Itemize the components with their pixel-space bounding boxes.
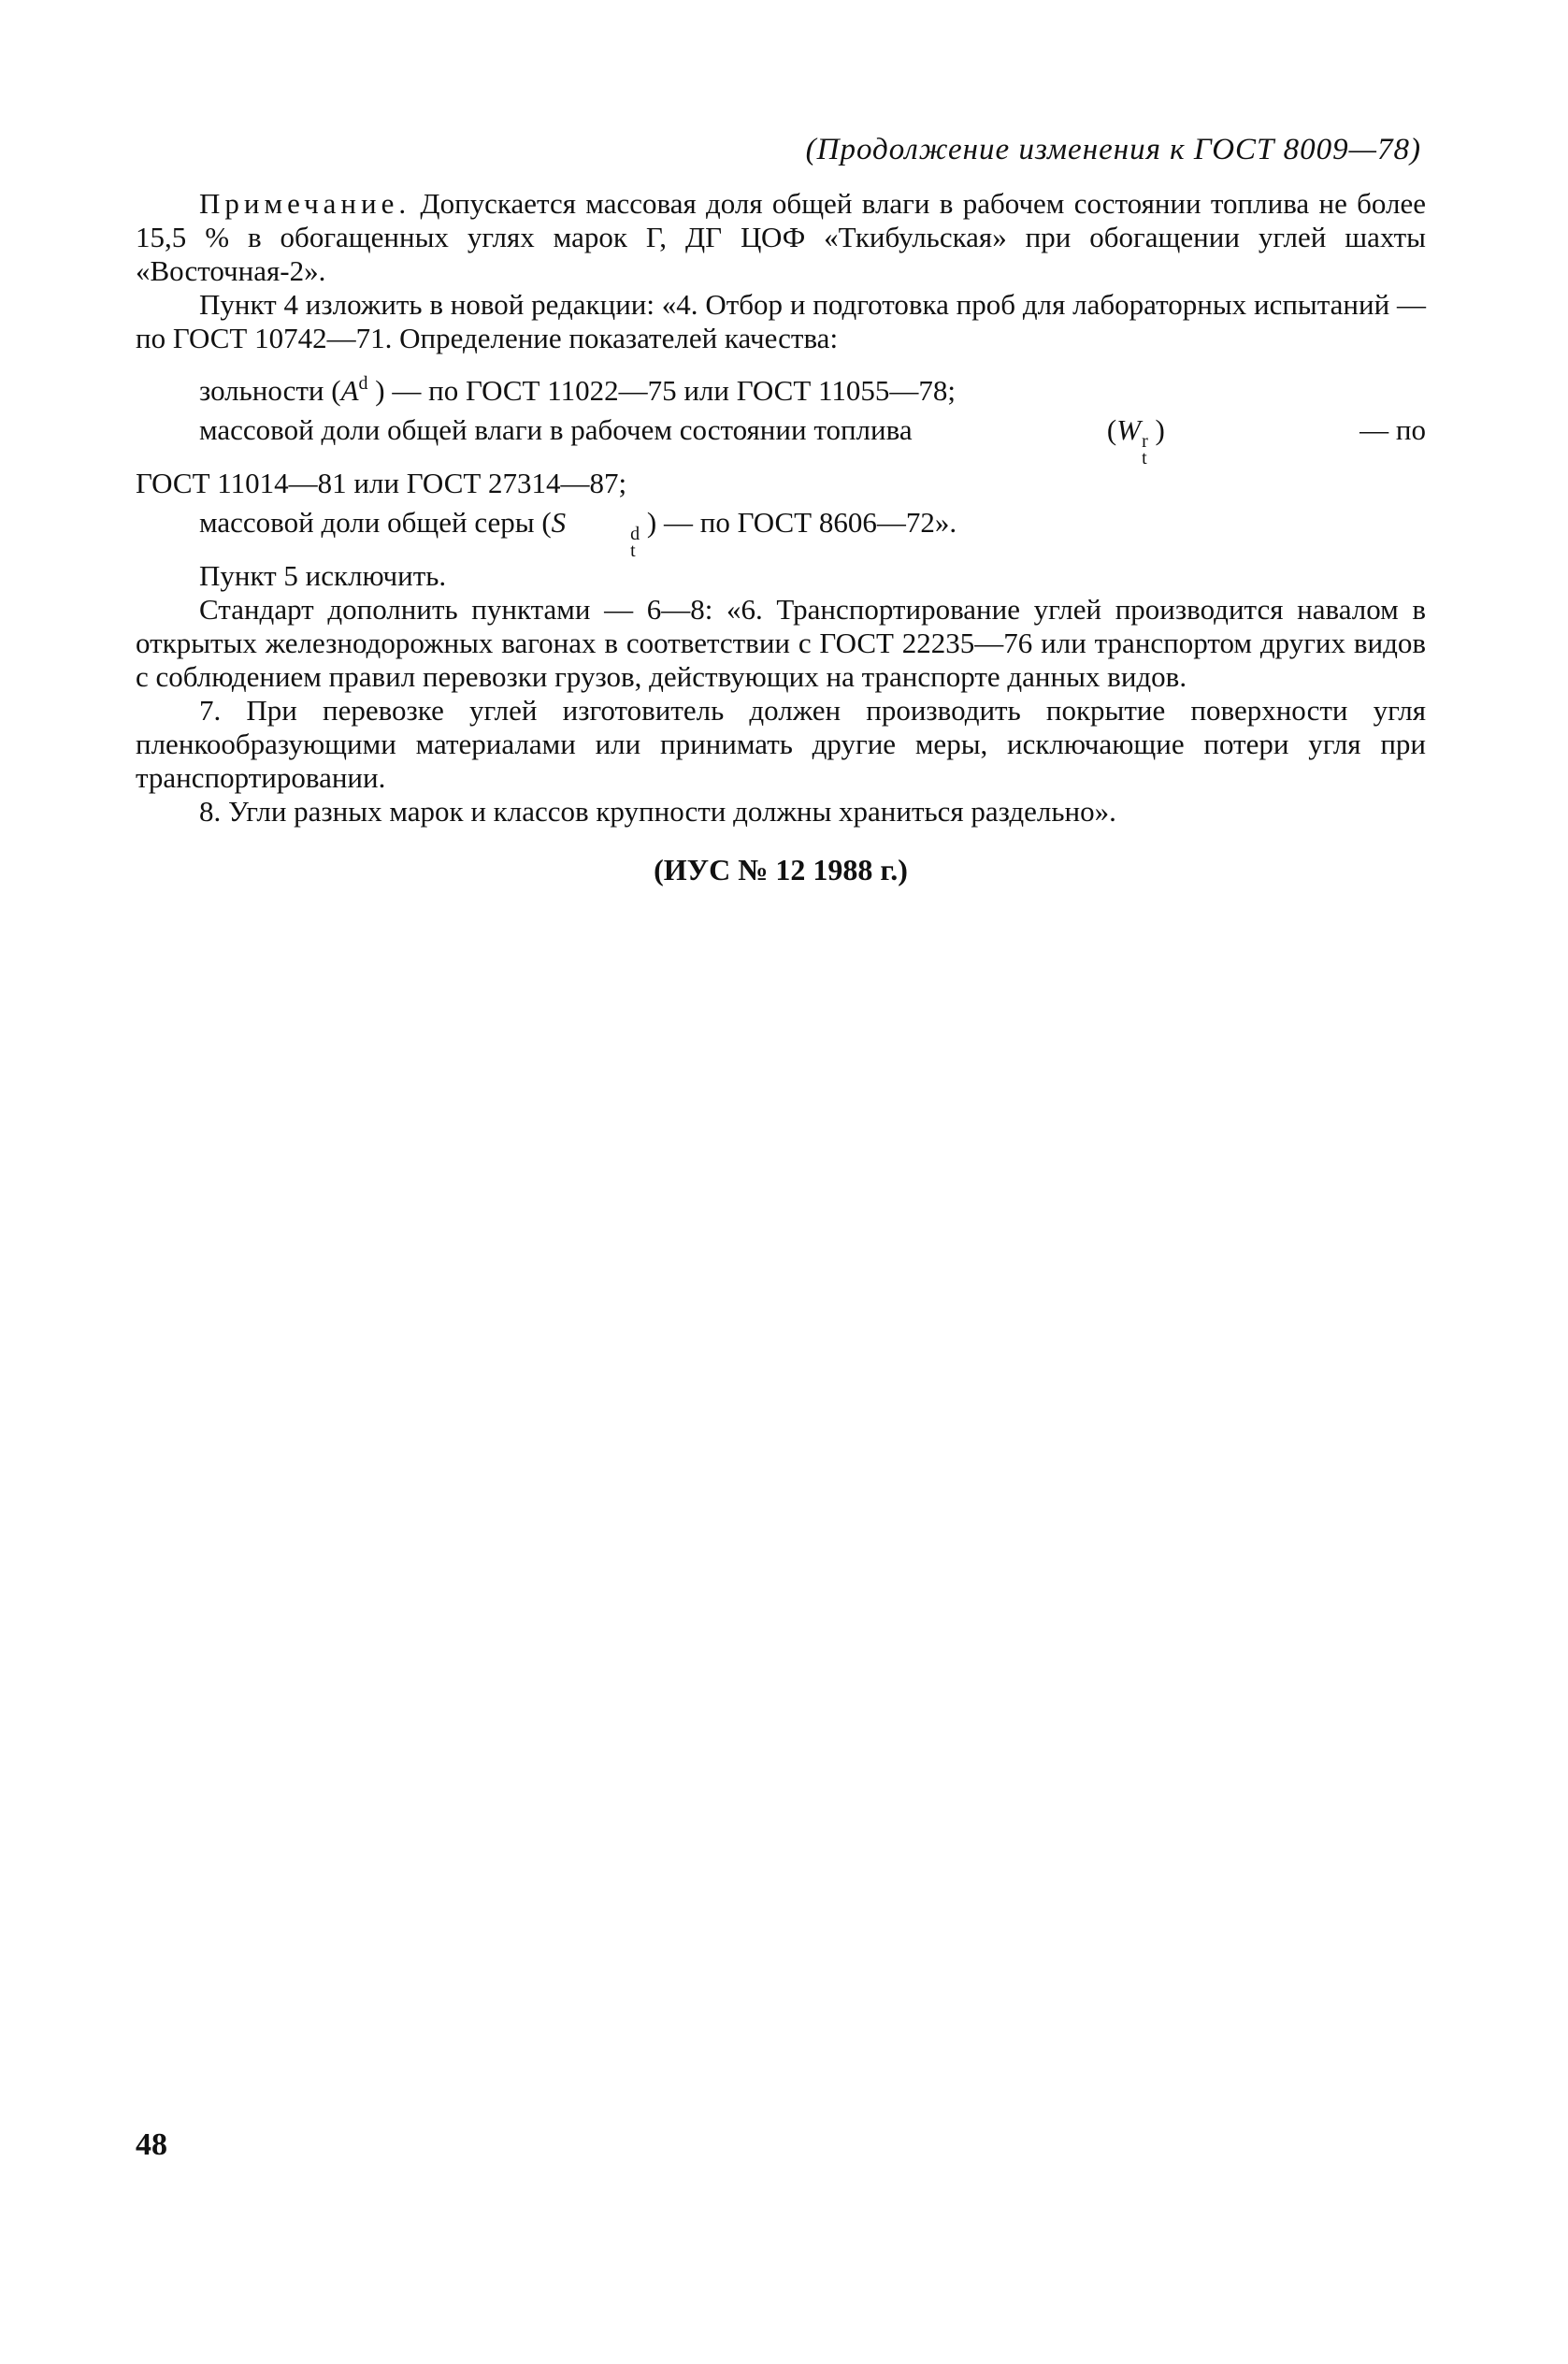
- item-7-paragraph: 7. При перевозке углей изготовитель должен производить покрытие поверхности угля пленкообразующими материалами или принимать другие меры, исключающие потери угля при транспортировании.: [136, 694, 1426, 794]
- continuation-header: (Продолжение изменения к ГОСТ 8009—78): [805, 133, 1421, 166]
- note-text: Допускается массовая доля общей влаги в рабочем состоянии топлива не более 15,5 % в обогащенных углях марок Г, ДГ ЦОФ «Ткибульская» при обогащении углей шахты «Восточная-2».: [136, 187, 1426, 287]
- note-label: Примечание.: [199, 187, 411, 220]
- item-5-paragraph: Пункт 5 исключить.: [199, 559, 447, 592]
- item-8-paragraph: 8. Угли разных марок и классов крупности должны храниться раздельно».: [199, 795, 1116, 828]
- page-number: 48: [136, 2127, 167, 2162]
- ash-line: зольности ($A^d$ ) — по ГОСТ 11022—75 или ГОСТ 11055—78;: [199, 373, 956, 407]
- sulfur-symbol: S: [551, 506, 567, 539]
- item-6-paragraph: Стандарт дополнить пунктами — 6—8: «6. Транспортирование углей производится навалом в открытых железнодорожных вагонах в соответствии с ГОСТ 22235—76 или транспортом других видов с соблюдением правил перевозки грузов, действующих на транспорте данных видов.: [136, 593, 1426, 693]
- source-reference: (ИУС № 12 1988 г.): [654, 853, 908, 886]
- ash-symbol: A: [340, 374, 359, 407]
- item-4-paragraph: Пункт 4 изложить в новой редакции: «4. Отбор и подготовка проб для лабораторных испытаний — по ГОСТ 10742—71. Определение показателей качества:: [136, 288, 1426, 354]
- moisture-line: массовой доли общей влаги в рабочем состоянии топлива (W r t ) — по: [199, 413, 1426, 468]
- document-body: [136, 187, 1426, 886]
- note-paragraph: [136, 187, 1426, 288]
- moisture-symbol-group: (W r t ): [1106, 413, 1165, 468]
- sulfur-line: массовой доли общей серы (S d t ) — по ГОСТ 8606—72».: [199, 506, 957, 561]
- moisture-continuation: ГОСТ 11014—81 или ГОСТ 27314—87;: [136, 467, 627, 499]
